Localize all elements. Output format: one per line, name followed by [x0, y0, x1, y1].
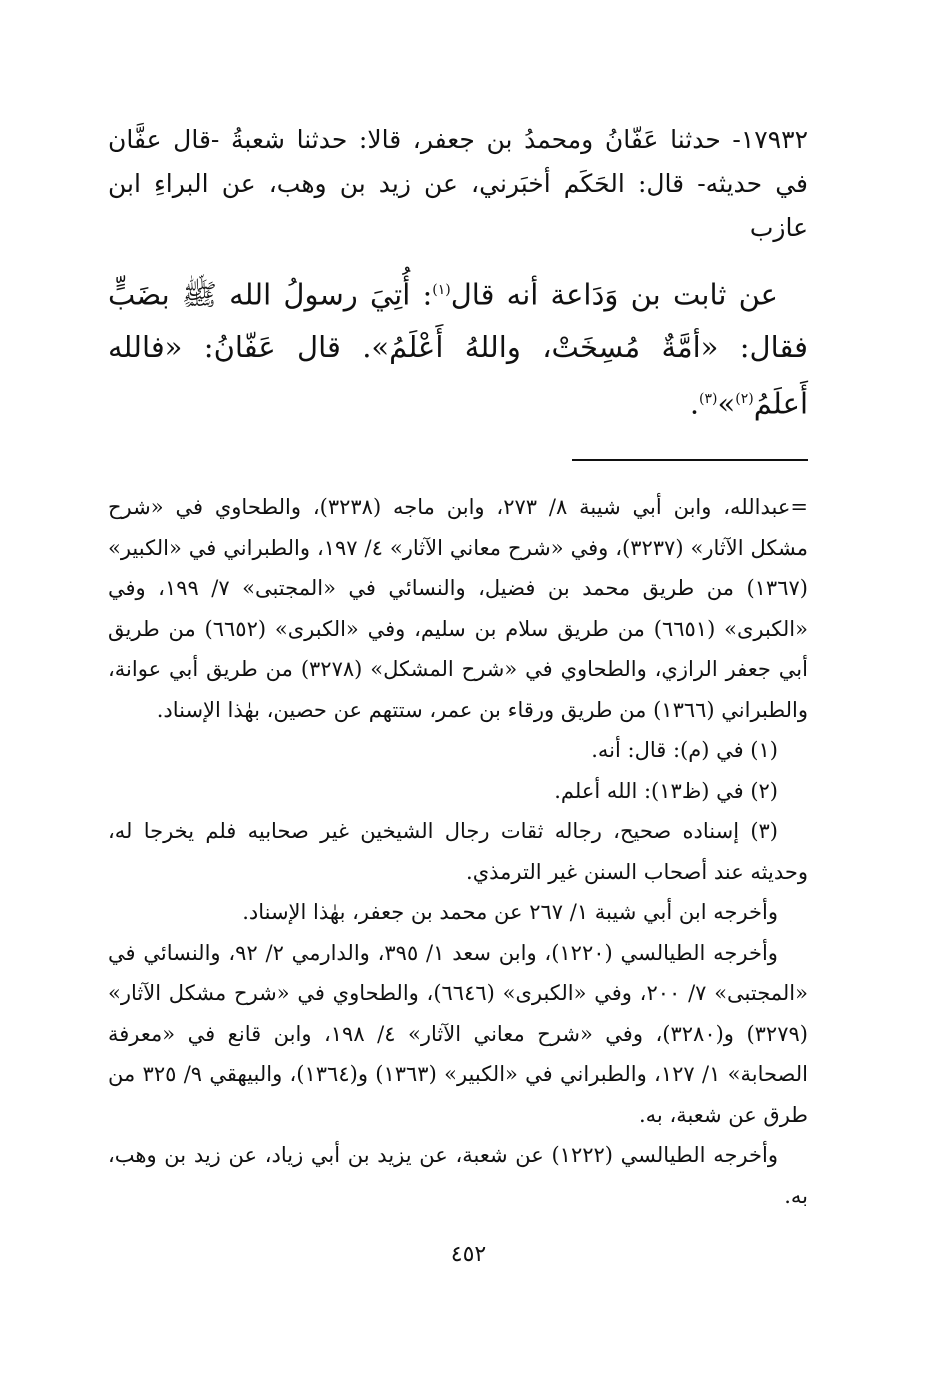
hadith-matn-middle: : أُتِيَ رسولُ الله ﷺ بضَبٍّ فقال: «أمَّةٌ مُسِخَتْ، واللهُ أَعْلَمُ». قال عَفّانُ: «فالله أَعلَمُ [108, 277, 808, 421]
footnote-2: (٢) في (ظ١٣): الله أعلم. [554, 778, 778, 803]
footnote-ref-3: (٣) [699, 390, 718, 407]
footnote-continuation: =عبدالله، وابن أبي شيبة ٨/ ٢٧٣، وابن ماجه (٣٢٣٨)، والطحاوي في «شرح مشكل الآثار» (٣٢٣٧)، وفي «شرح معاني الآثار» ٤/ ١٩٧، والطبراني في «الكبير» (١٣٦٧) من طريق محمد بن فضيل، والنسائي في «المجتبى» ٧/ ١٩٩، وفي «الكبرى» (٦٦٥١) من طريق سلام بن سليم، وفي «الكبرى» (٦٦٥٢) من طريق أبي جعفر الرازي، والطحاوي في «شرح المشكل» (٣٢٧٨) من طريق أبي عوانة، والطبراني (١٣٦٦) من طريق ورقاء بن عمر، ستتهم عن حصين، بهٰذا الإسناد. [108, 495, 808, 722]
footnote-paragraph-3: وأخرجه الطيالسي (١٢٢٢) عن شعبة، عن يزيد بن أبي زياد، عن زيد بن وهب، به. [108, 1143, 808, 1208]
hadith-matn [108, 264, 808, 429]
page-content [108, 118, 808, 1216]
hadith-matn-end: . [689, 386, 700, 421]
hadith-chain: ١٧٩٣٢- حدثنا عَفّانُ ومحمدُ بن جعفر، قالا: حدثنا شعبةُ -قال عفَّان في حديثه- قال: الحَكَم أخبَرني، عن زيد بن وهب، عن البراءِ ابن عازب [108, 125, 808, 242]
footnote-ref-2: (٢) [735, 390, 754, 407]
footnote-paragraph-2: وأخرجه الطيالسي (١٢٢٠)، وابن سعد ١/ ٣٩٥، والدارمي ٢/ ٩٢، والنسائي في «المجتبى» ٧/ ٢٠٠، وفي «الكبرى» (٦٦٤٦)، والطحاوي في «شرح مشكل الآثار» (٣٢٧٩) و(٣٢٨٠)، وفي «شرح معاني الآثار» ٤/ ١٩٨، وابن قانع في «معرفة الصحابة» ١/ ١٢٧، والطبراني في «الكبير» (١٣٦٣) و(١٣٦٤)، والبيهقي ٩/ ٣٢٥ من طرق عن شعبة، به. [108, 940, 808, 1127]
footnote-separator [572, 459, 808, 461]
footnote-3: (٣) إسناده صحيح، رجاله ثقات رجال الشيخين غير صحابيه فلم يخرجا له، وحديثه عند أصحاب السنن غير الترمذي. [108, 819, 808, 884]
page-number: ٤٥٢ [450, 1242, 487, 1267]
footnote-paragraph-1: وأخرجه ابن أبي شيبة ١/ ٢٦٧ عن محمد بن جعفر، بهٰذا الإسناد. [242, 900, 778, 925]
footnote-ref-1: (١) [432, 282, 451, 298]
footnotes [108, 487, 808, 1216]
hadith-matn-before: عن ثابت بن وَدَاعة أنه قال [450, 277, 778, 312]
hadith-matn-quote-close: » [717, 386, 736, 421]
footnote-1: (١) في (م): قال: أنه. [591, 738, 778, 763]
